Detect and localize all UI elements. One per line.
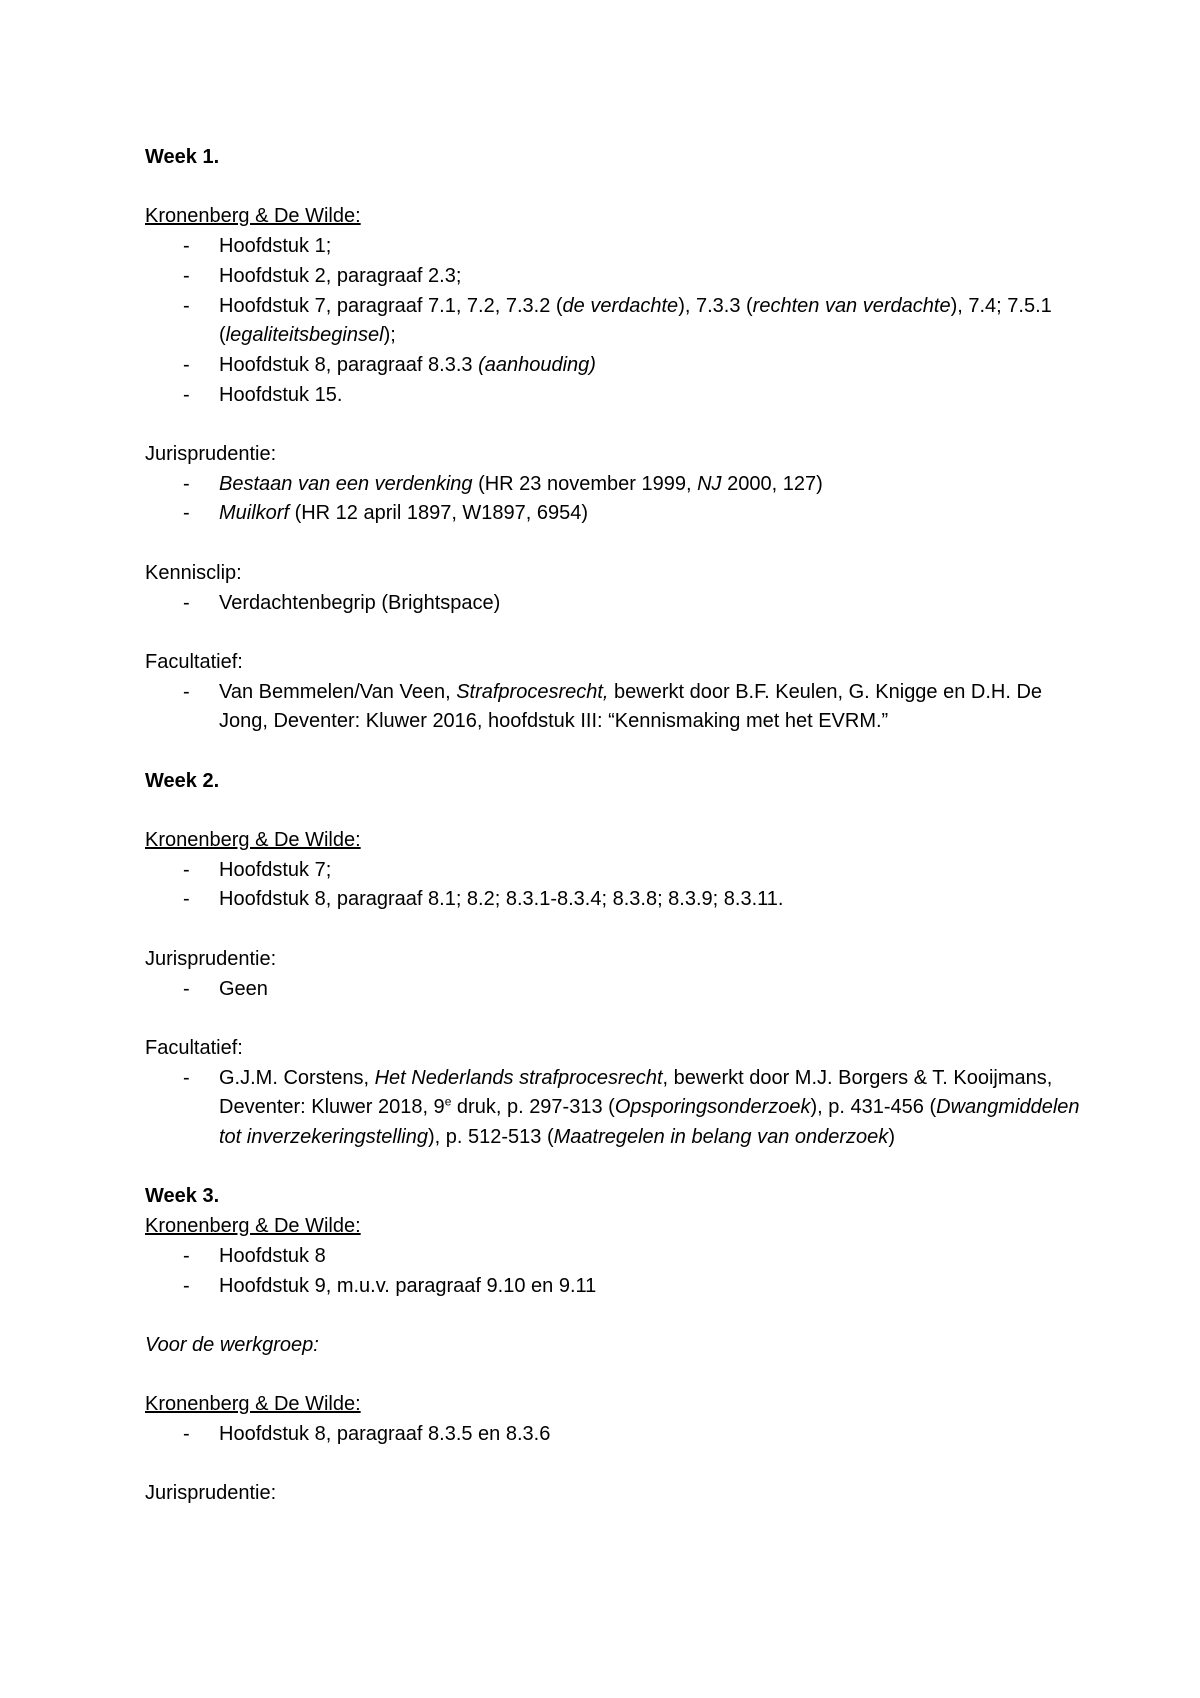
week2-heading: Week 2.	[145, 769, 220, 792]
week2-kronenberg-label: Kronenberg & De Wilde:	[145, 829, 361, 852]
text: , bewerkt door M.J. Borgers & T. Kooijmans, Deventer: Kluwer 2018, 9	[219, 1066, 1053, 1119]
italic-text: NJ	[697, 472, 722, 495]
italic-text: Strafprocesrecht,	[456, 680, 609, 703]
week3-jurisprudentie-label: Jurisprudentie:	[145, 1482, 277, 1505]
week1-kennisclip-label: Kennisclip:	[145, 561, 242, 584]
list-item: - Hoofdstuk 1;	[145, 232, 1085, 262]
italic-text: Maatregelen in belang van onderzoek	[553, 1126, 889, 1149]
week1-kennisclip-list	[145, 589, 1085, 619]
week2-facultatief-label: Facultatief:	[145, 1036, 243, 1059]
week3-kronenberg2-label: Kronenberg & De Wilde:	[145, 1393, 361, 1416]
text: druk, p. 297-313 (	[451, 1096, 615, 1119]
week2-facultatief-list	[145, 1064, 1085, 1153]
spacer	[145, 737, 1085, 767]
text: Van Bemmelen/Van Veen,	[219, 680, 457, 703]
list-item	[145, 292, 1085, 351]
list-item: - Hoofdstuk 8	[145, 1242, 1085, 1272]
week1-facultatief-list	[145, 678, 1085, 737]
spacer	[145, 618, 1085, 648]
text: )	[888, 1126, 895, 1149]
text: ), 7.4; 7.5.1 (	[219, 294, 1052, 347]
week3-kronenberg2-list	[145, 1420, 1085, 1450]
spacer	[145, 1153, 1085, 1183]
spacer	[145, 410, 1085, 440]
spacer	[145, 915, 1085, 945]
list-item	[145, 351, 1085, 381]
text: ), p. 512-513 (	[428, 1126, 554, 1149]
list-item	[145, 678, 1085, 737]
italic-text: rechten van verdachte	[752, 294, 951, 317]
list-item: - Hoofdstuk 2, paragraaf 2.3;	[145, 262, 1085, 292]
italic-text: Dwangmiddelen tot inverzekeringstelling	[219, 1096, 1080, 1149]
text: 2000, 127)	[721, 472, 823, 495]
text: bewerkt door B.F. Keulen, G. Knigge en D.H. De Jong, Deventer: Kluwer 2016, hoofdstuk III: “Kennismaking met het EVRM.”	[219, 680, 1043, 733]
spacer	[145, 1004, 1085, 1034]
spacer	[145, 1301, 1085, 1331]
spacer	[145, 1450, 1085, 1480]
list-item: - Hoofdstuk 8, paragraaf 8.1; 8.2; 8.3.1-8.3.4; 8.3.8; 8.3.9; 8.3.11.	[145, 885, 1085, 915]
week1-jurisprudentie-list	[145, 470, 1085, 529]
document-page	[145, 143, 1085, 1509]
list-item: - Hoofdstuk 15.	[145, 381, 1085, 411]
italic-text: legaliteitsbeginsel	[225, 324, 384, 347]
list-item	[145, 470, 1085, 500]
list-item: - Geen	[145, 975, 1085, 1005]
text: Hoofdstuk 7, paragraaf 7.1, 7.2, 7.3.2 (	[219, 294, 563, 317]
spacer	[145, 796, 1085, 826]
week2-kronenberg-list	[145, 856, 1085, 915]
week3-kronenberg-list	[145, 1242, 1085, 1301]
week1-heading: Week 1.	[145, 146, 220, 168]
week3-kronenberg-label: Kronenberg & De Wilde:	[145, 1215, 361, 1238]
week2-jurisprudentie-list	[145, 975, 1085, 1005]
italic-text: Het Nederlands strafprocesrecht	[374, 1066, 663, 1089]
list-item: - Verdachtenbegrip (Brightspace)	[145, 589, 1085, 619]
week3-heading: Week 3.	[145, 1185, 220, 1208]
italic-text: (aanhouding)	[478, 353, 596, 376]
week1-kronenberg-list	[145, 232, 1085, 410]
italic-text: Bestaan van een verdenking	[219, 472, 473, 495]
list-item	[145, 499, 1085, 529]
week1-facultatief-label: Facultatief:	[145, 650, 243, 673]
text: (HR 23 november 1999,	[472, 472, 698, 495]
text: (HR 12 april 1897, W1897, 6954)	[289, 502, 589, 525]
list-item	[145, 1064, 1085, 1153]
italic-text: Opsporingsonderzoek	[614, 1096, 811, 1119]
spacer	[145, 1361, 1085, 1391]
list-item: - Hoofdstuk 7;	[145, 856, 1085, 886]
week1-kronenberg-label: Kronenberg & De Wilde:	[145, 205, 361, 228]
week2-jurisprudentie-label: Jurisprudentie:	[145, 947, 277, 970]
spacer	[145, 173, 1085, 203]
week1-jurisprudentie-label: Jurisprudentie:	[145, 443, 277, 465]
week3-werkgroep-label: Voor de werkgroep:	[145, 1333, 319, 1356]
list-item: - Hoofdstuk 9, m.u.v. paragraaf 9.10 en 9.11	[145, 1272, 1085, 1302]
spacer	[145, 529, 1085, 559]
superscript: e	[444, 1094, 452, 1109]
text: );	[383, 324, 396, 347]
italic-text: Muilkorf	[219, 502, 290, 525]
list-item: - Hoofdstuk 8, paragraaf 8.3.5 en 8.3.6	[145, 1420, 1085, 1450]
text: ), p. 431-456 (	[810, 1096, 937, 1119]
text: G.J.M. Corstens,	[219, 1066, 375, 1089]
text: ), 7.3.3 (	[678, 294, 753, 317]
text: Hoofdstuk 8, paragraaf 8.3.3	[219, 353, 479, 376]
italic-text: de verdachte	[562, 294, 679, 317]
